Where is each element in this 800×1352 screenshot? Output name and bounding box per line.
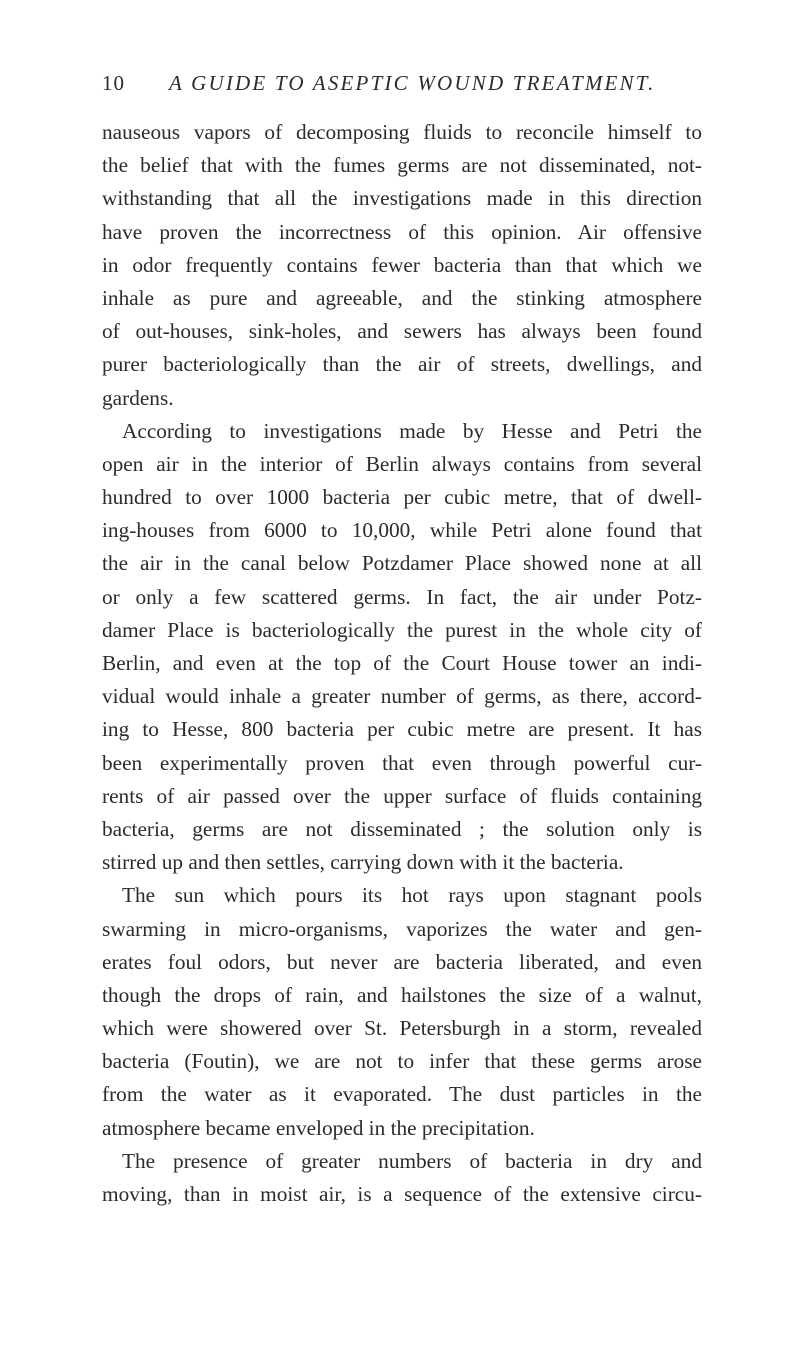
text-line: The sun which pours its hot rays upon stagnant pools (122, 883, 702, 908)
text-line: bacteria, germs are not disseminated ; the solution only is (102, 816, 702, 841)
running-head (102, 68, 702, 98)
text-line: the belief that with the fumes germs are not disseminated, not- (102, 153, 702, 178)
text-line: The presence of greater numbers of bacteria in dry and (122, 1148, 702, 1173)
text-line: rents of air passed over the upper surface of fluids containing (102, 783, 702, 808)
text-line: been experimentally proven that even through powerful cur- (102, 750, 702, 775)
text-line: swarming in micro-organisms, vaporizes the water and gen- (102, 916, 702, 941)
text-line: erates foul odors, but never are bacteria liberated, and even (102, 949, 702, 974)
text-line: open air in the interior of Berlin always contains from several (102, 451, 702, 476)
text-line: purer bacteriologically than the air of streets, dwellings, and (102, 352, 702, 377)
text-line: moving, than in moist air, is a sequence of the extensive circu- (102, 1182, 702, 1206)
page-number: 10 (102, 71, 125, 95)
text-line: Berlin, and even at the top of the Court House tower an indi- (102, 651, 702, 675)
text-line: bacteria (Foutin), we are not to infer that these germs arose (102, 1049, 702, 1074)
running-head-title: A GUIDE TO ASEPTIC WOUND TREATMENT. (169, 71, 656, 95)
text-line: have proven the incorrectness of this opinion. Air offensive (102, 219, 702, 244)
text-line: atmosphere became enveloped in the precipitation. (102, 1115, 535, 1140)
text-line: or only a few scattered germs. In fact, the air under Potz- (102, 584, 702, 609)
text-line: gardens. (102, 385, 174, 410)
text-line: damer Place is bacteriologically the purest in the whole city of (102, 617, 702, 642)
body-text (102, 116, 702, 1211)
text-line: hundred to over 1000 bacteria per cubic metre, that of dwell- (102, 485, 702, 510)
text-line: of out-houses, sink-holes, and sewers has always been found (102, 319, 702, 344)
text-line: the air in the canal below Potzdamer Place showed none at all (102, 551, 702, 576)
text-line: ing to Hesse, 800 bacteria per cubic metre are present. It has (102, 717, 702, 742)
text-line: though the drops of rain, and hailstones the size of a walnut, (102, 982, 702, 1007)
text-line: stirred up and then settles, carrying down with it the bacteria. (102, 850, 624, 875)
text-line: vidual would inhale a greater number of germs, as there, accord- (102, 684, 702, 709)
text-line: withstanding that all the investigations made in this direction (102, 186, 702, 211)
text-line: from the water as it evaporated. The dust particles in the (102, 1082, 702, 1107)
text-line: in odor frequently contains fewer bacteria than that which we (102, 252, 702, 277)
text-line: According to investigations made by Hesse and Petri the (122, 418, 702, 443)
text-line: inhale as pure and agreeable, and the stinking atmosphere (102, 285, 702, 310)
text-line: ing-houses from 6000 to 10,000, while Petri alone found that (102, 518, 702, 543)
text-line: nauseous vapors of decomposing fluids to reconcile himself to (102, 120, 702, 144)
text-line: which were showered over St. Petersburgh in a storm, revealed (102, 1016, 702, 1041)
